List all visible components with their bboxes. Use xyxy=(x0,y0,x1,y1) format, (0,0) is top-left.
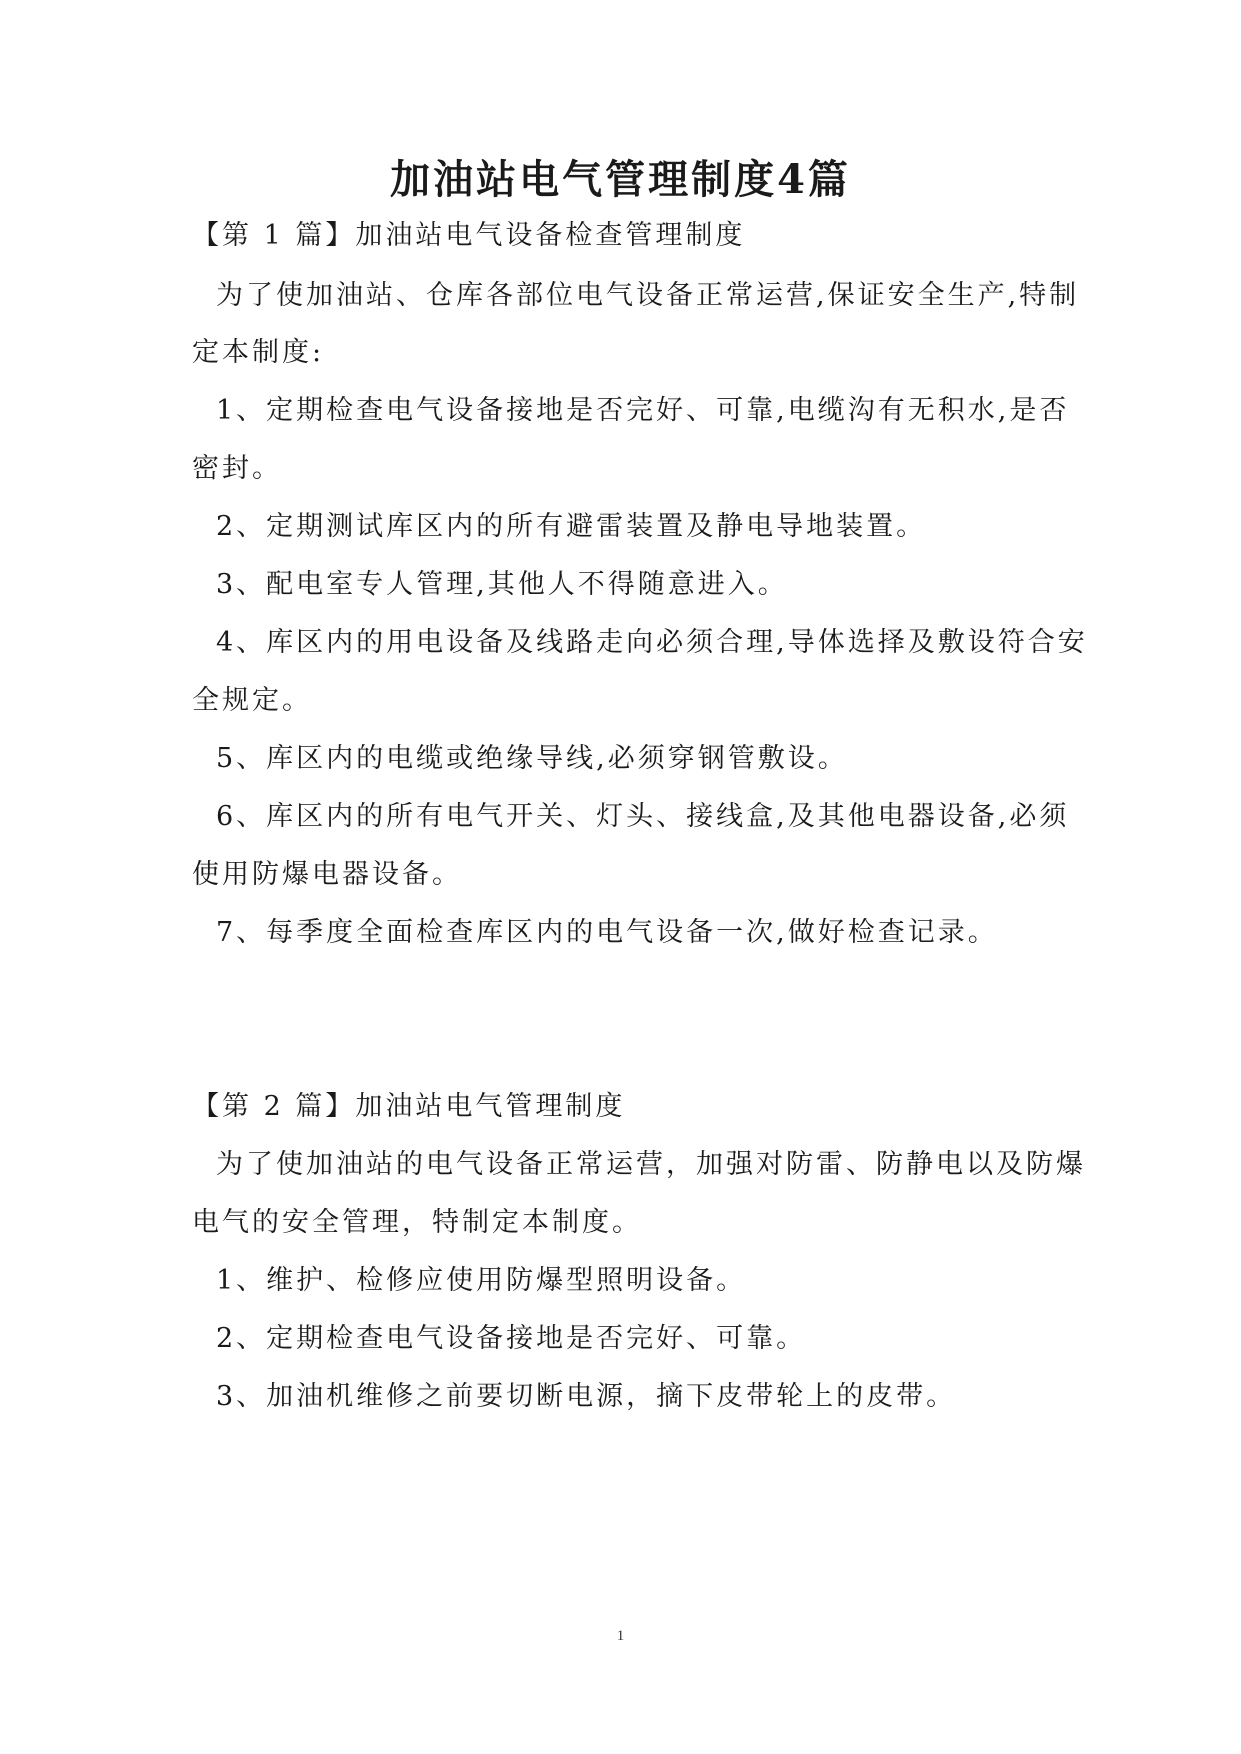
section-2-item-1: 1、维护、检修应使用防爆型照明设备。 xyxy=(216,1265,747,1296)
section-2-item-3: 3、加油机维修之前要切断电源，摘下皮带轮上的皮带。 xyxy=(216,1381,957,1412)
section-1-item-1-line-2: 密封。 xyxy=(192,453,282,484)
section-2-item-2: 2、定期检查电气设备接地是否完好、可靠。 xyxy=(216,1323,807,1354)
section-1-intro-line-1: 为了使加油站、仓库各部位电气设备正常运营,保证安全生产,特制 xyxy=(216,280,1080,311)
section-1-item-6-line-1: 6、库区内的所有电气开关、灯头、接线盒,及其他电器设备,必须 xyxy=(216,801,1070,832)
section-1-item-5: 5、库区内的电缆或绝缘导线,必须穿钢管敷设。 xyxy=(216,743,848,774)
section-1-item-4-line-2: 全规定。 xyxy=(192,685,312,716)
section-1-item-7: 7、每季度全面检查库区内的电气设备一次,做好检查记录。 xyxy=(216,917,998,948)
section-1-item-2: 2、定期测试库区内的所有避雷装置及静电导地装置。 xyxy=(216,511,927,542)
section-1-item-6-line-2: 使用防爆电器设备。 xyxy=(192,859,462,890)
section-2-heading: 【第 2 篇】加油站电气管理制度 xyxy=(192,1091,626,1122)
section-2-intro-line-1: 为了使加油站的电气设备正常运营，加强对防雷、防静电以及防爆 xyxy=(216,1149,1086,1180)
section-1-item-1-line-1: 1、定期检查电气设备接地是否完好、可靠,电缆沟有无积水,是否 xyxy=(216,395,1070,426)
section-1-item-4-line-1: 4、库区内的用电设备及线路走向必须合理,导体选择及敷设符合安 xyxy=(216,627,1088,658)
document-title: 加油站电气管理制度4篇 xyxy=(390,156,851,203)
section-1-intro-line-2: 定本制度: xyxy=(192,337,325,368)
section-1-item-3: 3、配电室专人管理,其他人不得随意进入。 xyxy=(216,569,788,600)
page-number: 1 xyxy=(616,1628,625,1644)
section-2-intro-line-2: 电气的安全管理，特制定本制度。 xyxy=(192,1207,642,1238)
section-1-heading: 【第 1 篇】加油站电气设备检查管理制度 xyxy=(192,220,746,251)
